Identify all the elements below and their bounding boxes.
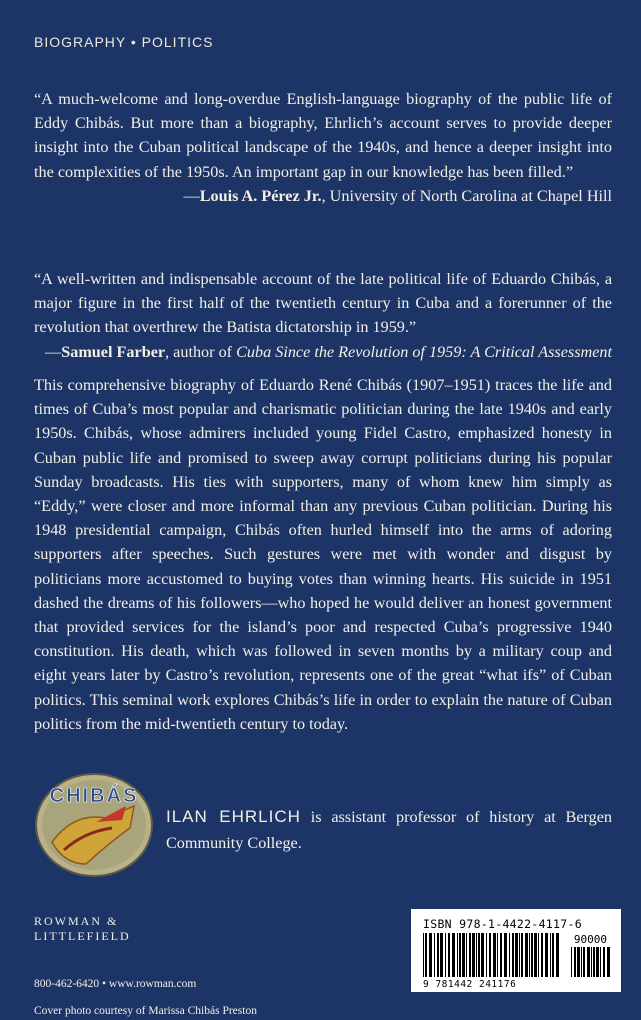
isbn-barcode-box xyxy=(411,909,621,992)
attribution-dash: — xyxy=(183,186,200,205)
category-label: BIOGRAPHY • POLITICS xyxy=(34,34,214,50)
publisher-name-line-2: LITTLEFIELD xyxy=(34,929,131,943)
author-bio xyxy=(166,804,612,856)
book-description: This comprehensive biography of Eduardo René Chibás (1907–1951) traces the life and times of Cuba’s most popular and charismatic politician during the late 1940s and early 1950s. Chibás, whose admirers included young Fidel Castro, emphasized honesty in Cuban public life and promised to sweep away corrupt politicians during his popular Sunday broadcasts. His ties with supporters, many of whom knew him simply as “Eddy,” were closer and more informal than any previous Cuban politician. During his 1948 presidential campaign, Chibás often hurled himself into the arms of adoring supporters after speeches. Such gestures were met with wonder and disgust by politicians more accustomed to buying votes than winning hearts. His suicide in 1951 dashed the dreams of his followers—who hoped he would deliver an honest government that provided services for the island’s poor and respected Cuba’s progressive 1940 constitution. His death, which was followed in seven months by a military coup and eight years later by Castro’s revolution, represents one of the great “what ifs” of Cuban politics. This seminal work explores Chibás’s life in order to explain the nature of Cuban politics from the mid-twentieth century to today. xyxy=(34,376,612,733)
quote-author-name: Louis A. Pérez Jr. xyxy=(199,186,322,205)
publisher-contact: 800-462-6420 • www.rowman.com xyxy=(34,978,197,990)
quote-attribution xyxy=(34,340,612,364)
publisher-name-line-1: ROWMAN & xyxy=(34,914,119,928)
author-bio-text: is assistant professor of history at Bergen Community College. xyxy=(166,808,613,852)
isbn-label: ISBN 978-1-4422-4117-6 xyxy=(423,917,582,931)
publisher-logo xyxy=(34,914,131,944)
quote-attribution xyxy=(34,184,612,208)
quote-author-affiliation: , author of xyxy=(165,342,237,361)
photo-credit: Cover photo courtesy of Marissa Chibás Preston xyxy=(34,1005,257,1017)
barcode-digits: 9 781442 241176 xyxy=(423,979,517,990)
attribution-dash: — xyxy=(45,342,62,361)
endorsement-quote-1 xyxy=(34,87,612,208)
quote-author-name: Samuel Farber xyxy=(61,342,166,361)
campaign-button-label: CHIBÁS xyxy=(49,785,139,807)
price-barcode-image xyxy=(571,947,611,979)
quote-book-title: Cuba Since the Revolution of 1959: A Critical Assessment xyxy=(236,342,612,361)
price-code: 90000 xyxy=(573,933,607,946)
quote-text: “A well-written and indispensable account of the late political life of Eduardo Chibás, a major figure in the first half of the twentieth century in Cuba and a forerunner of the revolution that overthrew the Batista dictatorship in 1959.” xyxy=(34,270,612,337)
barcode-image xyxy=(423,933,563,979)
campaign-button-photo xyxy=(34,772,154,878)
author-name: ILAN EHRLICH xyxy=(166,807,301,826)
endorsement-quote-2 xyxy=(34,267,612,364)
quote-author-affiliation: , University of North Carolina at Chapel Hill xyxy=(321,186,612,205)
quote-text: “A much-welcome and long-overdue English-language biography of the public life of Eddy Chibás. But more than a biography, Ehrlich’s account serves to provide deeper insight into the Cuban political landscape of the 1940s, and hence a deeper insight into the complexities of the 1950s. An important gap in our knowledge has been filled.” xyxy=(34,90,612,181)
